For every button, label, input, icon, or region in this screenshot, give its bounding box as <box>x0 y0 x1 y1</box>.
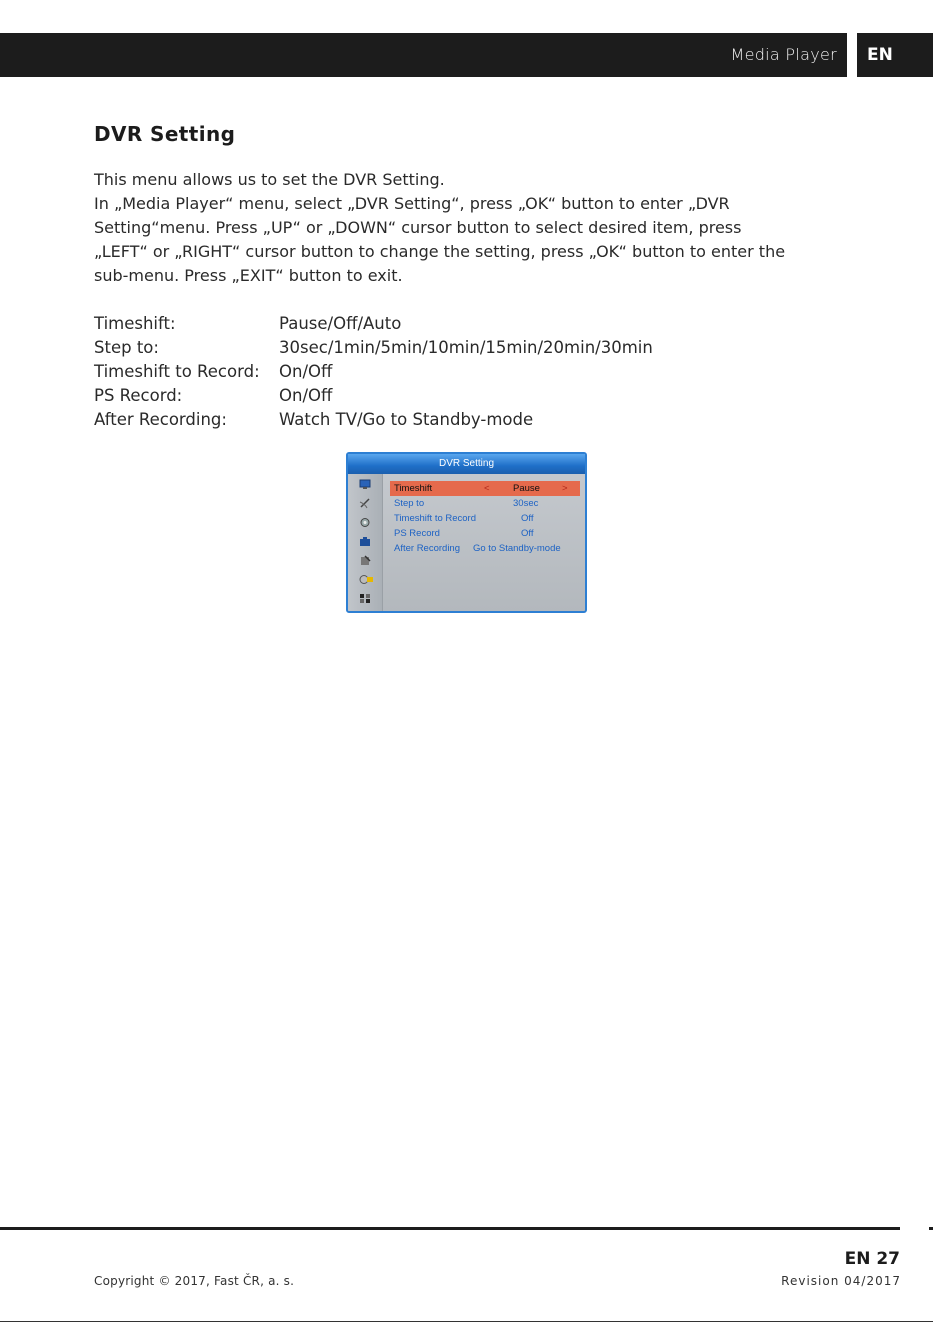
settings-gear-icon <box>359 517 371 528</box>
intro-line: „LEFT“ or „RIGHT“ cursor button to change the setting, press „OK“ button to enter the <box>94 242 786 261</box>
intro-line: sub-menu. Press „EXIT“ button to exit. <box>94 266 403 285</box>
setting-value: On/Off <box>279 386 333 405</box>
setting-row-timeshift-to-record <box>94 360 794 384</box>
tv-menu-row-step-to[interactable] <box>390 496 580 511</box>
dvr-setting-screenshot <box>346 452 587 613</box>
tv-menu-list <box>390 481 580 556</box>
bottom-rule <box>0 1321 933 1322</box>
setting-row-after-recording <box>94 408 794 432</box>
tv-row-value: Off <box>521 513 534 524</box>
footer-rule-tick <box>929 1227 933 1230</box>
header-title: Media Player <box>730 45 837 64</box>
tv-row-label: Timeshift <box>394 483 433 494</box>
setting-value: Pause/Off/Auto <box>279 314 402 333</box>
tv-row-value: Pause <box>513 483 540 494</box>
setting-label: Timeshift to Record: <box>94 362 260 381</box>
intro-line: Setting“menu. Press „UP“ or „DOWN“ cursor button to select desired item, press <box>94 218 742 237</box>
section-title: DVR Setting <box>94 122 236 146</box>
tv-menu-title: DVR Setting <box>348 454 585 474</box>
tv-row-value: Go to Standby-mode <box>473 543 561 554</box>
revision: Revision 04/2017 <box>781 1274 901 1288</box>
header-bar <box>0 33 847 77</box>
tv-menu-row-timeshift-to-record[interactable] <box>390 511 580 526</box>
setting-row-ps-record <box>94 384 794 408</box>
tools-icon <box>359 555 371 566</box>
setting-label: Step to: <box>94 338 159 357</box>
copyright: Copyright © 2017, Fast ČR, a. s. <box>94 1274 295 1288</box>
tv-menu-row-ps-record[interactable] <box>390 526 580 541</box>
media-player-icon <box>359 574 371 585</box>
satellite-dish-icon <box>359 498 371 509</box>
setting-row-timeshift <box>94 312 794 336</box>
footer-rule <box>0 1227 900 1230</box>
settings-list <box>94 312 794 432</box>
tv-menu-row-after-recording[interactable] <box>390 541 580 556</box>
intro-line: This menu allows us to set the DVR Setting. <box>94 170 445 189</box>
setting-value: Watch TV/Go to Standby-mode <box>279 410 534 429</box>
tv-row-label: Step to <box>394 498 425 509</box>
tv-icon <box>359 479 371 490</box>
setting-label: Timeshift: <box>94 314 176 333</box>
setting-label: PS Record: <box>94 386 183 405</box>
setting-row-step-to <box>94 336 794 360</box>
tv-sidebar <box>348 474 383 611</box>
games-icon <box>359 593 371 604</box>
tv-row-label: PS Record <box>394 528 440 539</box>
right-arrow-icon: > <box>562 483 568 494</box>
tv-row-value: 30sec <box>513 498 539 509</box>
intro-paragraph <box>94 168 834 288</box>
tv-row-label: Timeshift to Record <box>394 513 477 524</box>
toolbox-icon <box>359 536 371 547</box>
tv-row-label: After Recording <box>394 543 461 554</box>
setting-value: 30sec/1min/5min/10min/15min/20min/30min <box>279 338 653 357</box>
page-number: EN 27 <box>844 1249 900 1269</box>
left-arrow-icon: < <box>484 483 490 494</box>
setting-value: On/Off <box>279 362 333 381</box>
intro-line: In „Media Player“ menu, select „DVR Setting“, press „OK“ button to enter „DVR <box>94 194 730 213</box>
setting-label: After Recording: <box>94 410 227 429</box>
tv-row-value: Off <box>521 528 534 539</box>
language-badge: EN <box>857 33 933 77</box>
tv-menu-row-timeshift[interactable] <box>390 481 580 496</box>
